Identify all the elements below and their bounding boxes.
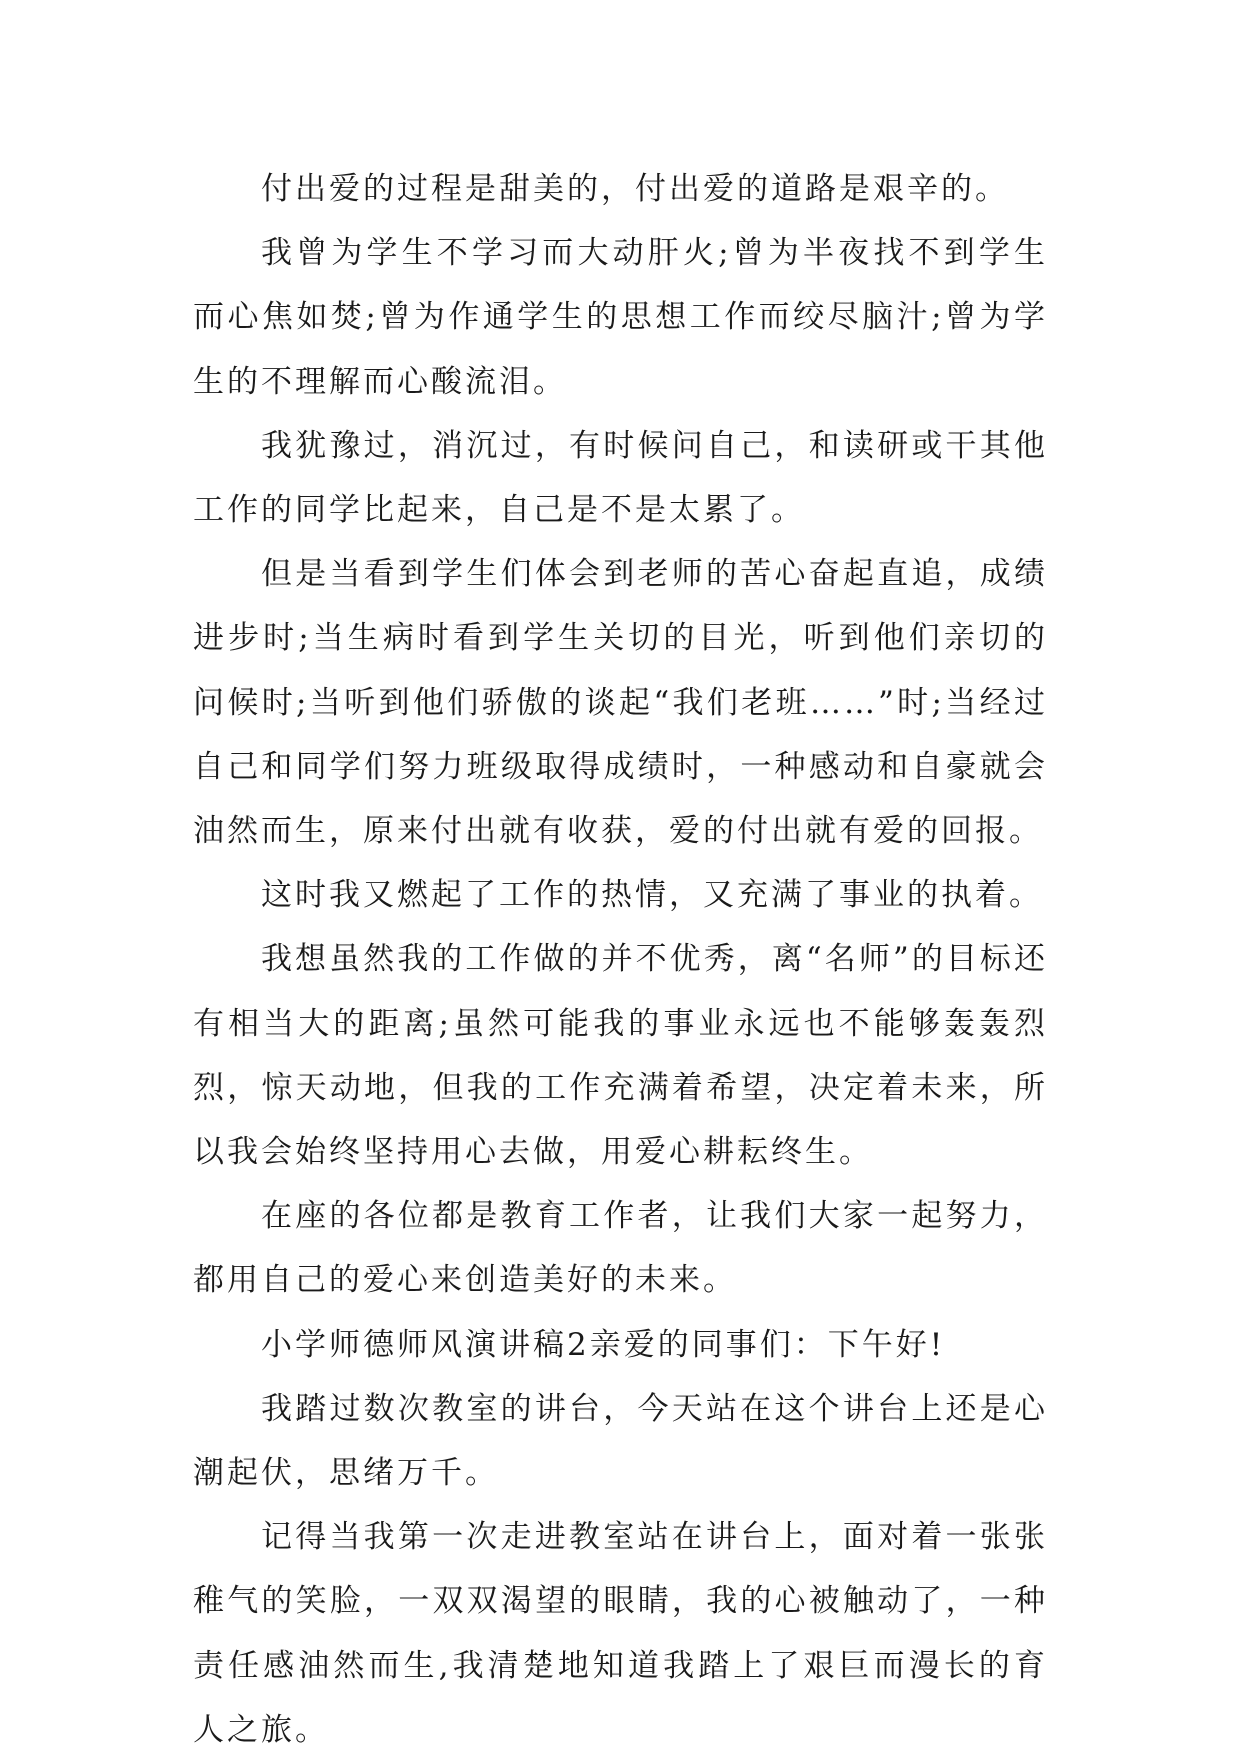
paragraph: 我曾为学生不学习而大动肝火;曾为半夜找不到学生而心焦如焚;曾为作通学生的思想工作而绞尽脑汁;曾为学生的不理解而心酸流泪。 (193, 235, 1048, 400)
paragraph: 我想虽然我的工作做的并不优秀，离“名师”的目标还有相当大的距离;虽然可能我的事业永远也不能够轰轰烈烈，惊天动地，但我的工作充满着希望，决定着未来，所以我会始终坚持用心去做，用爱心耕耘终生。 (193, 941, 1048, 1171)
paragraph: 这时我又燃起了工作的热情，又充满了事业的执着。 (261, 877, 1043, 914)
paragraph: 在座的各位都是教育工作者，让我们大家一起努力，都用自己的爱心来创造美好的未来。 (193, 1198, 1048, 1299)
paragraph: 记得当我第一次走进教室站在讲台上，面对着一张张稚气的笑脸，一双双渴望的眼睛，我的心被触动了，一种责任感油然而生,我清楚地知道我踏上了艰巨而漫长的育人之旅。 (193, 1519, 1048, 1748)
paragraph: 我踏过数次教室的讲台，今天站在这个讲台上还是心潮起伏，思绪万千。 (193, 1390, 1048, 1492)
paragraph: 付出爱的过程是甜美的，付出爱的道路是艰辛的。 (261, 171, 1009, 207)
paragraph: 但是当看到学生们体会到老师的苦心奋起直追，成绩进步时;当生病时看到学生关切的目光，听到他们亲切的问候时;当听到他们骄傲的谈起“我们老班……”时;当经过自己和同学们努力班级取得成绩时，一种感动和自豪就会油然而生，原来付出就有收获，爱的付出就有爱的回报。 (193, 556, 1048, 850)
paragraph-heading: 小学师德师风演讲稿2亲爱的同事们：下午好! (261, 1326, 946, 1363)
document-body (193, 157, 1048, 1762)
paragraph: 我犹豫过，消沉过，有时候问自己，和读研或干其他工作的同学比起来，自己是不是太累了。 (193, 427, 1048, 529)
